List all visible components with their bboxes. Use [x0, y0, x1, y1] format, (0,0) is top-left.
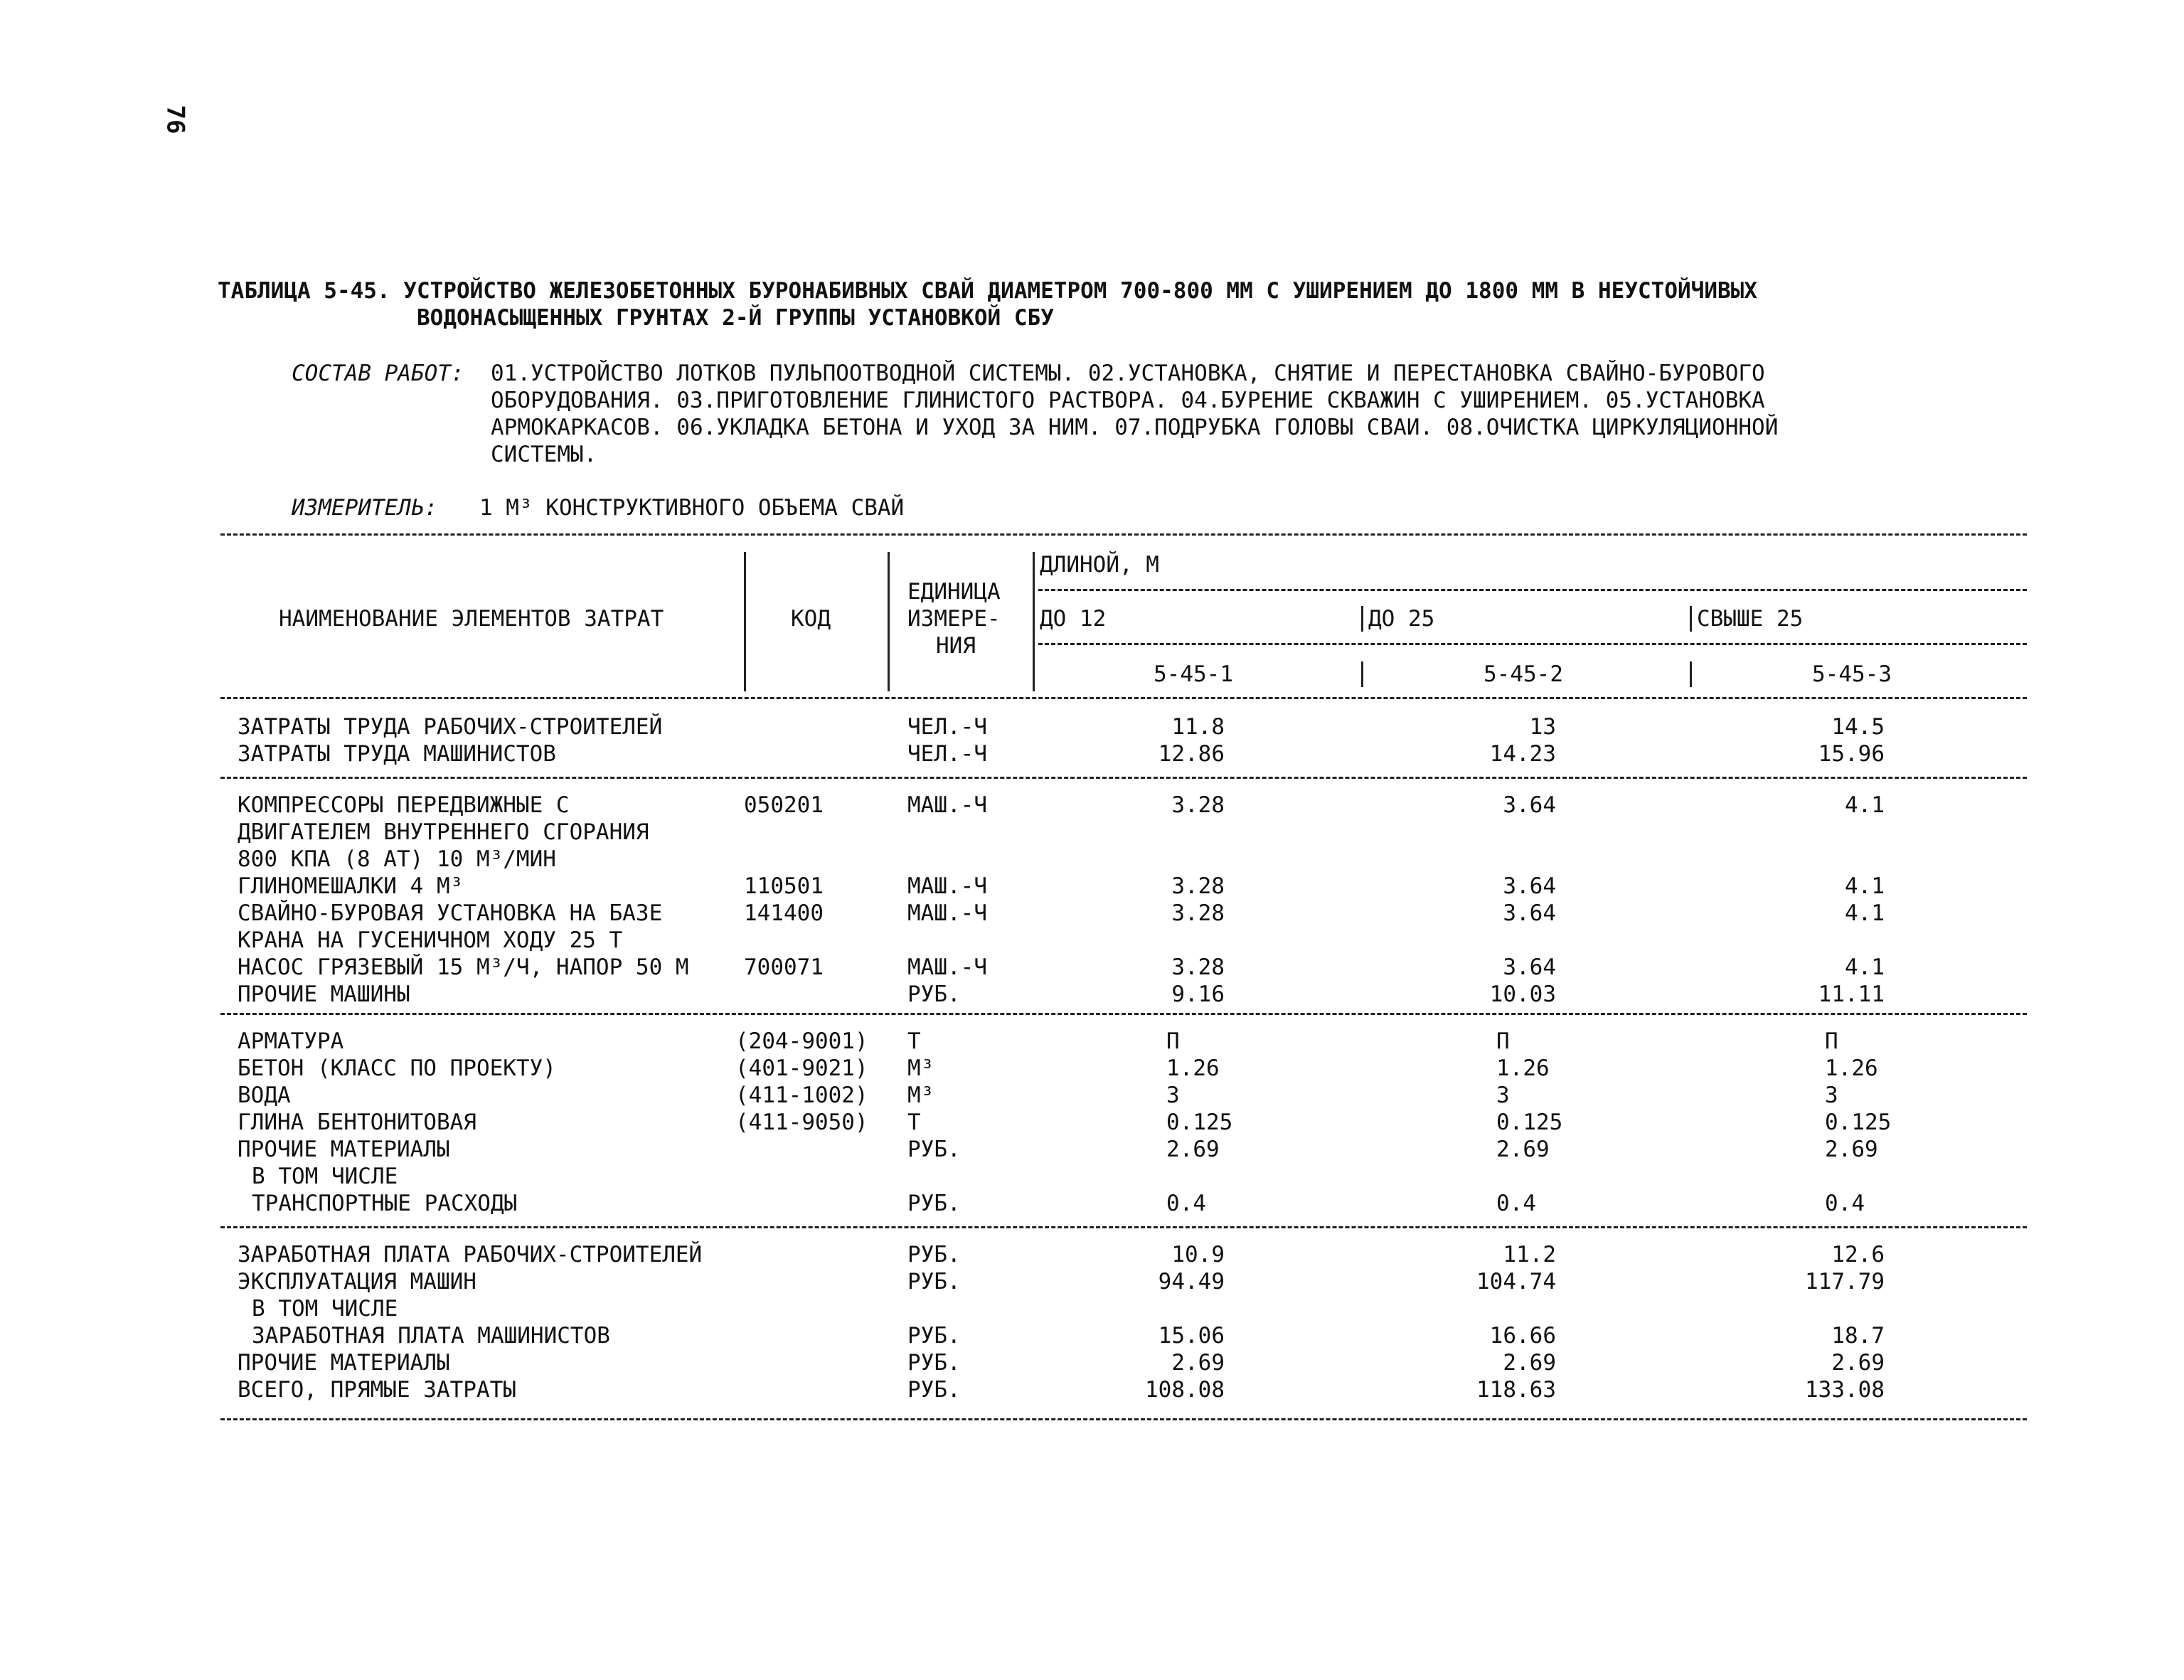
- row-value-2: 14.23: [1489, 741, 1556, 767]
- row-value-1: 94.49: [1158, 1269, 1225, 1294]
- row-unit: ЧЕЛ.-Ч: [907, 741, 987, 767]
- row-unit: Т: [907, 1028, 921, 1054]
- row-unit: Т: [907, 1110, 921, 1135]
- row-name: АРМАТУРА: [238, 1028, 344, 1054]
- header-bottom-rule: [220, 697, 2027, 699]
- header-divider-5: [1690, 606, 1692, 632]
- header-divider-4: [1361, 606, 1363, 632]
- section-rule-2: [220, 1013, 2027, 1015]
- row-unit: РУБ.: [907, 1377, 961, 1403]
- row-name: ВСЕГО, ПРЯМЫЕ ЗАТРАТЫ: [238, 1377, 516, 1403]
- row-value-1: 3.28: [1171, 900, 1225, 926]
- row-value-2: 3.64: [1503, 792, 1556, 818]
- col-header-unit-2: ИЗМЕРЕ-: [907, 606, 1001, 632]
- row-unit: РУБ.: [907, 982, 961, 1007]
- row-value-3: 4.1: [1845, 955, 1885, 980]
- row-value-3: 133.08: [1805, 1377, 1885, 1403]
- work-composition-label: СОСТАВ РАБОТ:: [292, 361, 464, 386]
- header-divider-3: [1033, 552, 1035, 691]
- row-value-1: 10.9: [1171, 1242, 1225, 1267]
- row-unit: ЧЕЛ.-Ч: [907, 714, 987, 740]
- row-unit: РУБ.: [907, 1269, 961, 1294]
- col-header-name: НАИМЕНОВАНИЕ ЭЛЕМЕНТОВ ЗАТРАТ: [279, 606, 664, 632]
- row-code: 141400: [744, 900, 824, 926]
- row-name: ЗАТРАТЫ ТРУДА РАБОЧИХ-СТРОИТЕЛЕЙ: [238, 714, 663, 740]
- row-unit: МАШ.-Ч: [907, 792, 987, 818]
- col-header-n2: 5-45-2: [1483, 661, 1563, 687]
- row-code: (401-9021): [735, 1056, 868, 1081]
- row-value-1: 11.8: [1171, 714, 1225, 740]
- work-line-3: АРМОКАРКАСОВ. 06.УКЛАДКА БЕТОНА И УХОД ЗА НИМ. 07.ПОДРУБКА ГОЛОВЫ СВАИ. 08.ОЧИСТКА ЦИРКУЛЯЦИОННОЙ: [491, 415, 1779, 440]
- row-value-3: 11.11: [1818, 982, 1885, 1007]
- col-header-c2: ДО 25: [1368, 606, 1435, 632]
- row-value-3: 2.69: [1825, 1137, 1878, 1162]
- row-unit: РУБ.: [907, 1137, 961, 1162]
- work-line-4: СИСТЕМЫ.: [491, 442, 597, 467]
- row-name: КОМПРЕССОРЫ ПЕРЕДВИЖНЫЕ С: [238, 792, 570, 818]
- row-value-1: 3.28: [1171, 955, 1225, 980]
- row-name: КРАНА НА ГУСЕНИЧНОМ ХОДУ 25 Т: [238, 927, 623, 953]
- row-value-1: 0.4: [1166, 1191, 1206, 1216]
- row-code: (411-9050): [735, 1110, 868, 1135]
- row-value-1: 2.69: [1171, 1350, 1225, 1376]
- header-divider-6: [1361, 661, 1363, 687]
- row-value-1: 12.86: [1158, 741, 1225, 767]
- row-value-1: 2.69: [1166, 1137, 1220, 1162]
- row-value-2: 11.2: [1503, 1242, 1556, 1267]
- row-value-1: 0.125: [1166, 1110, 1233, 1135]
- row-name: ПРОЧИЕ МАШИНЫ: [238, 982, 410, 1007]
- row-unit: М³: [907, 1056, 934, 1081]
- work-composition: [292, 360, 1899, 468]
- row-value-3: 0.4: [1825, 1191, 1865, 1216]
- row-value-3: 18.7: [1831, 1323, 1885, 1349]
- row-code: (204-9001): [735, 1028, 868, 1054]
- row-value-2: 3.64: [1503, 955, 1556, 980]
- row-code: 050201: [744, 792, 824, 818]
- row-value-3: 1.26: [1825, 1056, 1878, 1081]
- row-code: 700071: [744, 955, 824, 980]
- row-value-3: 3: [1825, 1083, 1838, 1108]
- section-rule-3: [220, 1226, 2027, 1228]
- title-line-2: ВОДОНАСЫЩЕННЫХ ГРУНТАХ 2-Й ГРУППЫ УСТАНОВКОЙ СБУ: [417, 305, 1054, 331]
- row-value-2: 3: [1496, 1083, 1510, 1108]
- row-name: ГЛИНА БЕНТОНИТОВАЯ: [238, 1110, 476, 1135]
- row-value-1: 9.16: [1171, 982, 1225, 1007]
- row-name: ЗАРАБОТНАЯ ПЛАТА МАШИНИСТОВ: [252, 1323, 610, 1349]
- row-value-2: 0.125: [1496, 1110, 1563, 1135]
- row-name: ЭКСПЛУАТАЦИЯ МАШИН: [238, 1269, 476, 1294]
- row-value-2: 13: [1529, 714, 1556, 740]
- row-value-1: П: [1166, 1028, 1180, 1054]
- measure-unit: [292, 495, 904, 521]
- row-unit: МАШ.-Ч: [907, 955, 987, 980]
- row-unit: РУБ.: [907, 1350, 961, 1376]
- row-name: ПРОЧИЕ МАТЕРИАЛЫ: [238, 1350, 450, 1376]
- col-header-group: ДЛИНОЙ, М: [1040, 552, 1159, 578]
- row-code: (411-1002): [735, 1083, 868, 1108]
- row-name: ТРАНСПОРТНЫЕ РАСХОДЫ: [252, 1191, 518, 1216]
- row-name: В ТОМ ЧИСЛЕ: [252, 1164, 398, 1189]
- row-value-2: 3.64: [1503, 900, 1556, 926]
- row-unit: М³: [907, 1083, 934, 1108]
- row-name: ПРОЧИЕ МАТЕРИАЛЫ: [238, 1137, 450, 1162]
- row-name: СВАЙНО-БУРОВАЯ УСТАНОВКА НА БАЗЕ: [238, 900, 663, 926]
- row-value-3: 4.1: [1845, 900, 1885, 926]
- row-value-3: 14.5: [1831, 714, 1885, 740]
- row-value-3: 4.1: [1845, 873, 1885, 899]
- col-header-unit-1: ЕДИНИЦА: [907, 579, 1001, 605]
- title-line-1: ТАБЛИЦА 5-45. УСТРОЙСТВО ЖЕЛЕЗОБЕТОННЫХ БУРОНАБИВНЫХ СВАЙ ДИАМЕТРОМ 700-800 ММ С УШИРЕНИЕМ ДО 1800 ММ В НЕУСТОЙЧИВЫХ: [218, 278, 1757, 304]
- row-value-2: 10.03: [1489, 982, 1556, 1007]
- table-top-rule: [220, 533, 2027, 536]
- row-value-3: 0.125: [1825, 1110, 1892, 1135]
- row-value-3: 2.69: [1831, 1350, 1885, 1376]
- measure-value: 1 М³ КОНСТРУКТИВНОГО ОБЪЕМА СВАЙ: [479, 495, 905, 521]
- row-unit: МАШ.-Ч: [907, 873, 987, 899]
- row-unit: РУБ.: [907, 1242, 961, 1267]
- header-divider-7: [1690, 661, 1692, 687]
- row-value-1: 3.28: [1171, 792, 1225, 818]
- header-divider-2: [888, 552, 890, 691]
- table-bottom-rule: [220, 1418, 2027, 1420]
- row-name: ЗАТРАТЫ ТРУДА МАШИНИСТОВ: [238, 741, 556, 767]
- row-value-1: 3: [1166, 1083, 1180, 1108]
- row-value-2: 1.26: [1496, 1056, 1550, 1081]
- row-value-3: 4.1: [1845, 792, 1885, 818]
- row-unit: РУБ.: [907, 1191, 961, 1216]
- row-name: ЗАРАБОТНАЯ ПЛАТА РАБОЧИХ-СТРОИТЕЛЕЙ: [238, 1242, 703, 1267]
- row-code: 110501: [744, 873, 824, 899]
- row-name: ДВИГАТЕЛЕМ ВНУТРЕННЕГО СГОРАНИЯ: [238, 819, 649, 845]
- col-header-n3: 5-45-3: [1812, 661, 1892, 687]
- work-line-2: ОБОРУДОВАНИЯ. 03.ПРИГОТОВЛЕНИЕ ГЛИНИСТОГО РАСТВОРА. 04.БУРЕНИЕ СКВАЖИН С УШИРЕНИЕМ. 05.УСТАНОВКА: [491, 388, 1765, 413]
- table-title: [218, 277, 1896, 331]
- row-value-2: П: [1496, 1028, 1510, 1054]
- col-header-unit-3: НИЯ: [936, 633, 976, 659]
- header-divider-1: [744, 552, 746, 691]
- row-value-2: 16.66: [1489, 1323, 1556, 1349]
- row-unit: РУБ.: [907, 1323, 961, 1349]
- header-rule-2: [1038, 643, 2027, 645]
- row-name: В ТОМ ЧИСЛЕ: [252, 1296, 398, 1322]
- row-value-1: 1.26: [1166, 1056, 1220, 1081]
- row-value-2: 3.64: [1503, 873, 1556, 899]
- col-header-c3: СВЫШЕ 25: [1697, 606, 1804, 632]
- row-value-2: 2.69: [1503, 1350, 1556, 1376]
- row-value-2: 104.74: [1476, 1269, 1556, 1294]
- row-name: ВОДА: [238, 1083, 291, 1108]
- row-value-3: 15.96: [1818, 741, 1885, 767]
- col-header-c1: ДО 12: [1040, 606, 1107, 632]
- page-number: 76: [161, 105, 190, 134]
- col-header-n1: 5-45-1: [1154, 661, 1233, 687]
- row-unit: МАШ.-Ч: [907, 900, 987, 926]
- header-rule-1: [1038, 589, 2027, 591]
- row-value-3: П: [1825, 1028, 1838, 1054]
- row-name: НАСОС ГРЯЗЕВЫЙ 15 М³/Ч, НАПОР 50 М: [238, 955, 689, 980]
- col-header-code: КОД: [791, 606, 831, 632]
- section-rule-1: [220, 777, 2027, 779]
- row-name: ГЛИНОМЕШАЛКИ 4 М³: [238, 873, 464, 899]
- row-value-1: 15.06: [1158, 1323, 1225, 1349]
- row-value-1: 3.28: [1171, 873, 1225, 899]
- measure-label: ИЗМЕРИТЕЛЬ:: [292, 495, 438, 521]
- row-value-3: 117.79: [1805, 1269, 1885, 1294]
- row-name: БЕТОН (КЛАСС ПО ПРОЕКТУ): [238, 1056, 556, 1081]
- row-value-1: 108.08: [1145, 1377, 1225, 1403]
- row-value-3: 12.6: [1831, 1242, 1885, 1267]
- row-value-2: 2.69: [1496, 1137, 1550, 1162]
- row-name: 800 КПА (8 АТ) 10 М³/МИН: [238, 846, 556, 872]
- row-value-2: 118.63: [1476, 1377, 1556, 1403]
- row-value-2: 0.4: [1496, 1191, 1536, 1216]
- work-line-1: 01.УСТРОЙСТВО ЛОТКОВ ПУЛЬПООТВОДНОЙ СИСТЕМЫ. 02.УСТАНОВКА, СНЯТИЕ И ПЕРЕСТАНОВКА СВАЙНО-БУРОВОГО: [491, 361, 1765, 386]
